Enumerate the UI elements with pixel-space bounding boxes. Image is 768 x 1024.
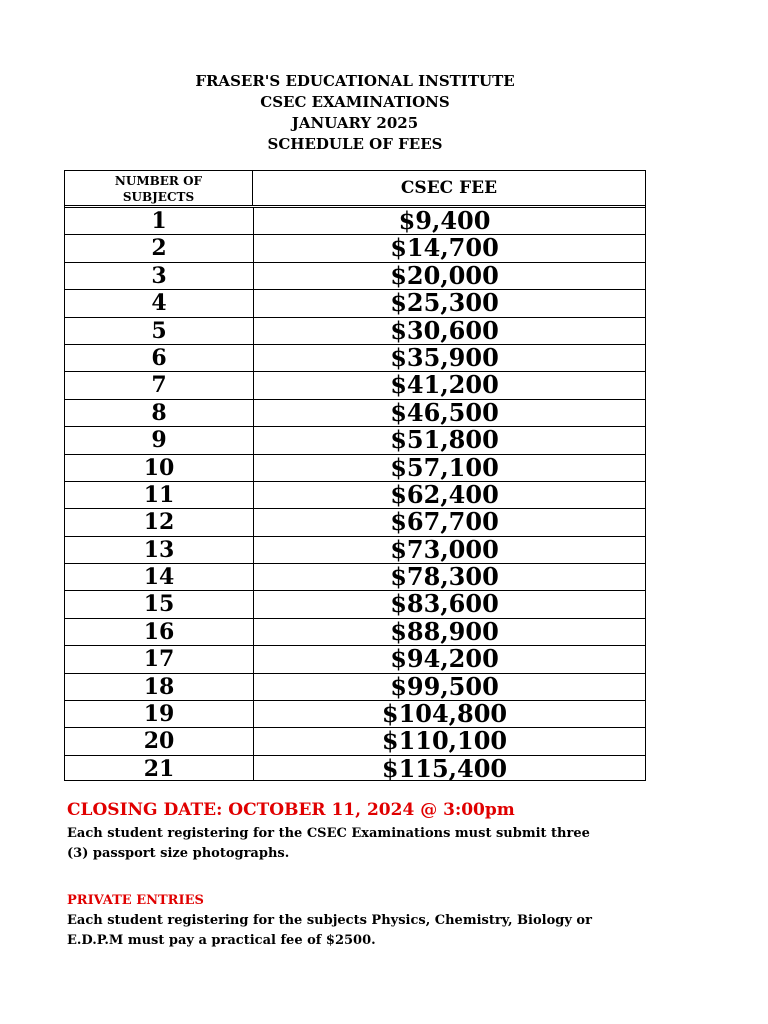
- fee-cell: $46,500: [390, 399, 499, 427]
- column-header-fee: CSEC FEE: [400, 178, 498, 198]
- subjects-count-cell: 8: [65, 400, 254, 426]
- subjects-count-cell: 13: [65, 537, 254, 563]
- subjects-count-cell: 3: [65, 263, 254, 289]
- fee-cell: $110,100: [381, 728, 508, 755]
- subjects-count-cell: 20: [65, 728, 254, 754]
- column-header-subjects-line1: NUMBER OF: [114, 173, 203, 188]
- table-header-row: [65, 171, 645, 208]
- subjects-count-cell: 19: [65, 701, 254, 727]
- table-row: [65, 591, 645, 618]
- photo-requirement-line2: (3) passport size photographs.: [67, 846, 290, 861]
- table-row: [65, 345, 645, 372]
- table-row: [65, 756, 645, 780]
- table-row: [65, 455, 645, 482]
- table-row: [65, 318, 645, 345]
- subjects-count-cell: 9: [65, 427, 254, 453]
- practical-fee-note: [67, 911, 667, 951]
- column-header-subjects-line2: SUBJECTS: [122, 189, 195, 204]
- table-row: [65, 263, 645, 290]
- private-entries-heading: PRIVATE ENTRIES: [67, 893, 204, 908]
- table-row: [65, 427, 645, 454]
- exam-session: JANUARY 2025: [291, 114, 419, 132]
- photo-requirement-note: [67, 824, 667, 864]
- fee-cell: $41,200: [390, 372, 499, 399]
- fee-cell: $78,300: [390, 564, 499, 591]
- fee-cell: $83,600: [390, 591, 499, 618]
- table-row: [65, 701, 645, 728]
- fee-cell: $94,200: [390, 646, 499, 673]
- column-header-subjects: [65, 171, 253, 205]
- fee-cell: $115,400: [381, 755, 508, 780]
- subjects-count-cell: 10: [65, 455, 254, 481]
- fee-cell: $14,700: [390, 235, 499, 262]
- fee-cell: $51,800: [390, 427, 499, 454]
- table-row: [65, 400, 645, 427]
- fee-cell: $20,000: [390, 262, 499, 290]
- table-row: [65, 674, 645, 701]
- fee-table: [64, 170, 646, 781]
- fee-cell: $73,000: [390, 536, 499, 564]
- subjects-count-cell: 2: [65, 235, 254, 261]
- fee-cell: $62,400: [390, 481, 499, 509]
- closing-date: CLOSING DATE: OCTOBER 11, 2024 @ 3:00pm: [67, 800, 515, 820]
- table-row: [65, 235, 645, 262]
- practical-fee-line2: E.D.P.M must pay a practical fee of $2500.: [67, 933, 376, 948]
- subjects-count-cell: 7: [65, 372, 254, 398]
- table-row: [65, 208, 645, 235]
- institute-name: FRASER'S EDUCATIONAL INSTITUTE: [195, 72, 515, 90]
- table-row: [65, 482, 645, 509]
- table-row: [65, 290, 645, 317]
- table-row: [65, 509, 645, 536]
- subjects-count-cell: 4: [65, 290, 254, 316]
- fee-cell: $104,800: [381, 701, 508, 728]
- subjects-count-cell: 21: [65, 756, 254, 780]
- photo-requirement-line1: Each student registering for the CSEC Examinations must submit three: [67, 826, 590, 841]
- subjects-count-cell: 18: [65, 674, 254, 700]
- document-header: [0, 71, 710, 155]
- document-title: SCHEDULE OF FEES: [267, 135, 443, 153]
- fee-cell: $99,500: [390, 673, 499, 701]
- table-row: [65, 646, 645, 673]
- subjects-count-cell: 5: [65, 318, 254, 344]
- table-row: [65, 372, 645, 399]
- fee-cell: $25,300: [390, 290, 499, 317]
- table-row: [65, 728, 645, 755]
- fee-cell: $30,600: [390, 317, 499, 344]
- practical-fee-line1: Each student registering for the subjects Physics, Chemistry, Biology or: [67, 913, 592, 928]
- fee-cell: $9,400: [398, 208, 491, 235]
- subjects-count-cell: 15: [65, 591, 254, 617]
- subjects-count-cell: 1: [65, 208, 254, 234]
- fee-cell: $35,900: [390, 344, 499, 372]
- subjects-count-cell: 11: [65, 482, 254, 508]
- table-row: [65, 537, 645, 564]
- exam-name: CSEC EXAMINATIONS: [260, 93, 450, 111]
- subjects-count-cell: 14: [65, 564, 254, 590]
- table-row: [65, 564, 645, 591]
- subjects-count-cell: 12: [65, 509, 254, 535]
- fee-cell: $67,700: [390, 509, 499, 536]
- table-body: [65, 208, 645, 780]
- subjects-count-cell: 16: [65, 619, 254, 645]
- subjects-count-cell: 17: [65, 646, 254, 672]
- table-row: [65, 619, 645, 646]
- fee-cell: $57,100: [390, 454, 499, 481]
- subjects-count-cell: 6: [65, 345, 254, 371]
- fee-cell: $88,900: [390, 618, 499, 646]
